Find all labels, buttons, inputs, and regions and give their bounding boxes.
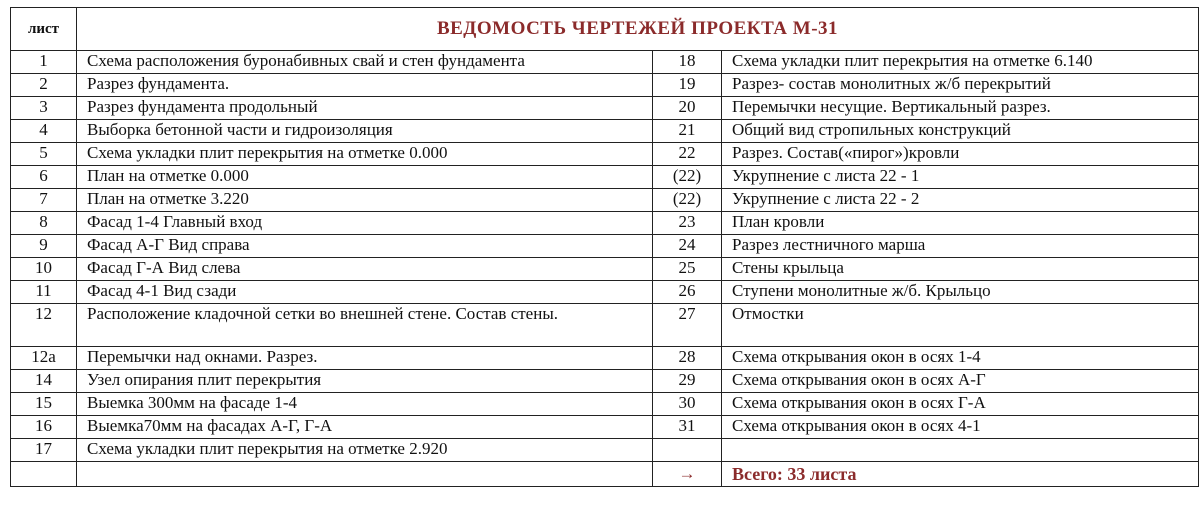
left-sheet-number: 9	[11, 235, 77, 258]
left-sheet-number: 2	[11, 74, 77, 97]
right-drawing-title: План кровли	[722, 212, 1199, 235]
left-sheet-number: 16	[11, 416, 77, 439]
sheet-column-header: лист	[11, 8, 77, 51]
table-row	[11, 439, 1199, 462]
left-drawing-title: Разрез фундамента.	[77, 74, 653, 97]
left-drawing-title: Схема расположения буронабивных свай и стен фундамента	[77, 51, 653, 74]
left-drawing-title: Схема укладки плит перекрытия на отметке 0.000	[77, 143, 653, 166]
left-drawing-title: Фасад 1-4 Главный вход	[77, 212, 653, 235]
left-drawing-title: Выемка70мм на фасадах А-Г, Г-А	[77, 416, 653, 439]
drawing-list-table	[10, 7, 1199, 487]
left-sheet-number: 12	[11, 304, 77, 347]
right-sheet-number: 28	[653, 347, 722, 370]
table-row	[11, 281, 1199, 304]
right-drawing-title: Общий вид стропильных конструкций	[722, 120, 1199, 143]
right-drawing-title: Разрез- состав монолитных ж/б перекрытий	[722, 74, 1199, 97]
right-sheet-number: 25	[653, 258, 722, 281]
table-row	[11, 74, 1199, 97]
left-sheet-number: 14	[11, 370, 77, 393]
left-sheet-number: 15	[11, 393, 77, 416]
right-drawing-title: Отмостки	[722, 304, 1199, 347]
right-drawing-title: Схема открывания окон в осях 4-1	[722, 416, 1199, 439]
left-sheet-number: 5	[11, 143, 77, 166]
table-row	[11, 212, 1199, 235]
empty-cell	[77, 462, 653, 487]
left-drawing-title: План на отметке 3.220	[77, 189, 653, 212]
right-sheet-number: 22	[653, 143, 722, 166]
left-drawing-title: Разрез фундамента продольный	[77, 97, 653, 120]
table-row	[11, 143, 1199, 166]
right-sheet-number: 29	[653, 370, 722, 393]
right-sheet-number: 23	[653, 212, 722, 235]
left-drawing-title: Фасад А-Г Вид справа	[77, 235, 653, 258]
table-row	[11, 304, 1199, 347]
table-row	[11, 393, 1199, 416]
right-drawing-title: Схема открывания окон в осях А-Г	[722, 370, 1199, 393]
total-sheets-label: Всего: 33 листа	[722, 462, 1199, 487]
right-drawing-title	[722, 439, 1199, 462]
right-sheet-number: 24	[653, 235, 722, 258]
table-row	[11, 370, 1199, 393]
right-drawing-title: Ступени монолитные ж/б. Крыльцо	[722, 281, 1199, 304]
left-sheet-number: 3	[11, 97, 77, 120]
right-sheet-number: 19	[653, 74, 722, 97]
right-sheet-number: (22)	[653, 166, 722, 189]
table-row	[11, 235, 1199, 258]
right-sheet-number: (22)	[653, 189, 722, 212]
right-drawing-title: Схема укладки плит перекрытия на отметке 6.140	[722, 51, 1199, 74]
right-drawing-title: Разрез. Состав(«пирог»)кровли	[722, 143, 1199, 166]
left-sheet-number: 17	[11, 439, 77, 462]
arrow-right-icon: →	[653, 462, 722, 487]
left-drawing-title: Перемычки над окнами. Разрез.	[77, 347, 653, 370]
table-row	[11, 120, 1199, 143]
table-row	[11, 416, 1199, 439]
total-row	[11, 462, 1199, 487]
left-drawing-title: Схема укладки плит перекрытия на отметке 2.920	[77, 439, 653, 462]
right-drawing-title: Укрупнение с листа 22 - 1	[722, 166, 1199, 189]
left-drawing-title: Фасад 4-1 Вид сзади	[77, 281, 653, 304]
table-row	[11, 51, 1199, 74]
left-drawing-title: Фасад Г-А Вид слева	[77, 258, 653, 281]
header-row	[11, 8, 1199, 51]
right-drawing-title: Схема открывания окон в осях 1-4	[722, 347, 1199, 370]
right-drawing-title: Схема открывания окон в осях Г-А	[722, 393, 1199, 416]
right-sheet-number: 21	[653, 120, 722, 143]
right-sheet-number: 30	[653, 393, 722, 416]
right-sheet-number: 20	[653, 97, 722, 120]
right-drawing-title: Укрупнение с листа 22 - 2	[722, 189, 1199, 212]
left-drawing-title: Узел опирания плит перекрытия	[77, 370, 653, 393]
right-sheet-number: 27	[653, 304, 722, 347]
left-sheet-number: 10	[11, 258, 77, 281]
empty-cell	[11, 462, 77, 487]
right-sheet-number	[653, 439, 722, 462]
table-row	[11, 97, 1199, 120]
right-sheet-number: 26	[653, 281, 722, 304]
left-drawing-title: Выемка 300мм на фасаде 1-4	[77, 393, 653, 416]
left-sheet-number: 8	[11, 212, 77, 235]
right-sheet-number: 31	[653, 416, 722, 439]
left-sheet-number: 1	[11, 51, 77, 74]
right-drawing-title: Стены крыльца	[722, 258, 1199, 281]
table-row	[11, 166, 1199, 189]
left-drawing-title: Выборка бетонной части и гидроизоляция	[77, 120, 653, 143]
table-row	[11, 189, 1199, 212]
right-drawing-title: Перемычки несущие. Вертикальный разрез.	[722, 97, 1199, 120]
page-title: ВЕДОМОСТЬ ЧЕРТЕЖЕЙ ПРОЕКТА М-31	[77, 8, 1199, 51]
table-row	[11, 347, 1199, 370]
left-sheet-number: 12а	[11, 347, 77, 370]
left-drawing-title: План на отметке 0.000	[77, 166, 653, 189]
left-sheet-number: 11	[11, 281, 77, 304]
left-sheet-number: 6	[11, 166, 77, 189]
right-drawing-title: Разрез лестничного марша	[722, 235, 1199, 258]
table-row	[11, 258, 1199, 281]
left-sheet-number: 4	[11, 120, 77, 143]
left-sheet-number: 7	[11, 189, 77, 212]
left-drawing-title: Расположение кладочной сетки во внешней стене. Состав стены.	[77, 304, 653, 347]
right-sheet-number: 18	[653, 51, 722, 74]
